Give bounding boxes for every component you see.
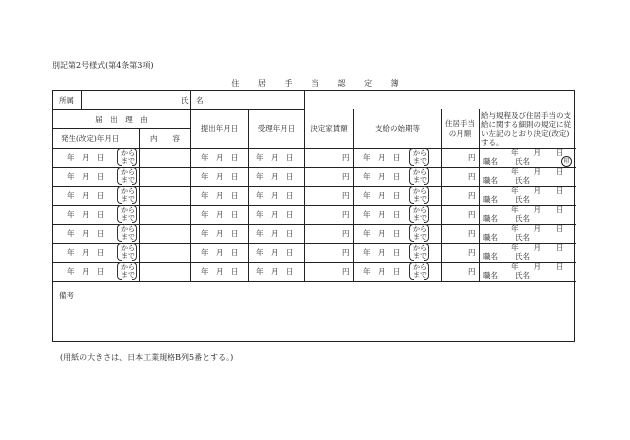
from-until <box>413 187 427 203</box>
table-row <box>53 262 576 281</box>
payment-start-date: 年 月 日 <box>363 191 401 200</box>
name-label: 氏 名 <box>181 96 204 105</box>
remarks-label: 備考 <box>59 291 74 300</box>
submission-date: 年 月 日 <box>201 210 239 219</box>
occurrence-date: 年 月 日 <box>67 229 105 238</box>
payment-start-date: 年 月 日 <box>363 153 401 162</box>
submission-date: 年 月 日 <box>201 267 239 276</box>
until-text: まで <box>413 252 427 260</box>
determined-rent-label: 決定家賃額 <box>310 124 348 133</box>
table-row <box>53 148 576 167</box>
position-label: 職名 <box>483 271 498 280</box>
person-label: 氏名 <box>515 214 530 223</box>
from-until <box>121 244 135 260</box>
allowance-yen: 円 <box>468 229 476 238</box>
person-label: 氏名 <box>515 271 530 280</box>
table-row <box>53 205 576 224</box>
from-until <box>413 168 427 184</box>
from-until <box>413 263 427 279</box>
cell-divider <box>139 205 140 224</box>
column-divider <box>190 91 191 281</box>
column-divider <box>248 109 249 281</box>
allowance-yen: 円 <box>468 172 476 181</box>
cell-divider <box>139 186 140 205</box>
row-divider <box>53 148 576 149</box>
rent-yen: 円 <box>342 267 350 276</box>
allowance-register-form <box>52 90 575 342</box>
rent-yen: 円 <box>342 229 350 238</box>
position-label: 職名 <box>483 157 498 166</box>
occurrence-date: 年 月 日 <box>67 267 105 276</box>
decision-date: 年 月 日 <box>511 167 564 176</box>
from-until <box>121 168 135 184</box>
header-divider <box>53 109 304 110</box>
payment-start-date: 年 月 日 <box>363 267 401 276</box>
allowance-yen: 円 <box>468 248 476 257</box>
table-row <box>53 186 576 205</box>
cell-divider <box>139 243 140 262</box>
person-label: 氏名 <box>515 252 530 261</box>
submission-date: 年 月 日 <box>201 153 239 162</box>
until-text: まで <box>121 233 135 241</box>
affiliation-label: 所属 <box>59 96 74 105</box>
decision-date: 年 月 日 <box>511 224 564 233</box>
receipt-date: 年 月 日 <box>256 267 294 276</box>
seal-mark: 印 <box>561 156 572 167</box>
until-text: まで <box>121 271 135 279</box>
column-divider <box>441 109 442 281</box>
position-label: 職名 <box>483 195 498 204</box>
from-until <box>413 206 427 222</box>
from-text: から <box>121 244 135 252</box>
until-text: まで <box>413 195 427 203</box>
from-until <box>121 187 135 203</box>
submission-date: 年 月 日 <box>201 172 239 181</box>
until-text: まで <box>413 233 427 241</box>
from-until <box>121 149 135 165</box>
document-title: 住 居 手 当 認 定 簿 <box>231 79 399 88</box>
payment-start-date: 年 月 日 <box>363 210 401 219</box>
paper-size-note: (用紙の大きさは、日本工業規格B列5番とする。) <box>60 353 234 362</box>
until-text: まで <box>121 214 135 222</box>
position-label: 職名 <box>483 252 498 261</box>
until-text: まで <box>121 157 135 165</box>
table-row <box>53 224 576 243</box>
column-divider <box>304 91 305 281</box>
column-divider <box>353 109 354 281</box>
receipt-date: 年 月 日 <box>256 229 294 238</box>
allowance-yen: 円 <box>468 153 476 162</box>
rent-yen: 円 <box>342 191 350 200</box>
from-until <box>121 206 135 222</box>
person-label: 氏名 <box>515 157 530 166</box>
reason-label: 届 出 理 由 <box>95 115 148 124</box>
from-until <box>121 263 135 279</box>
submission-date: 年 月 日 <box>201 248 239 257</box>
header-divider <box>53 128 190 129</box>
from-text: から <box>413 168 427 176</box>
cell-divider <box>139 224 140 243</box>
receipt-date: 年 月 日 <box>256 191 294 200</box>
rent-yen: 円 <box>342 248 350 257</box>
position-label: 職名 <box>483 176 498 185</box>
until-text: まで <box>121 176 135 184</box>
affiliation-divider <box>81 91 82 109</box>
until-text: まで <box>413 176 427 184</box>
cell-divider <box>139 167 140 186</box>
table-row <box>53 167 576 186</box>
form-reference: 別記第2号様式(第4条第3項) <box>52 61 154 70</box>
decision-note: 給与規程及び住居手当の支給に関する細則の規定に従い左記のとおり決定(改定)する。 <box>481 111 571 147</box>
person-label: 氏名 <box>515 233 530 242</box>
decision-date: 年 月 日 <box>511 205 564 214</box>
from-text: から <box>121 225 135 233</box>
from-text: から <box>121 206 135 214</box>
from-until <box>413 244 427 260</box>
decision-date: 年 月 日 <box>511 148 564 157</box>
allowance-yen: 円 <box>468 210 476 219</box>
rent-yen: 円 <box>342 172 350 181</box>
payment-start-date: 年 月 日 <box>363 172 401 181</box>
decision-date: 年 月 日 <box>511 243 564 252</box>
occurrence-date-label: 発生(改定)年月日 <box>61 134 120 143</box>
rent-yen: 円 <box>342 153 350 162</box>
payment-period-label: 支給の始期等 <box>375 124 420 133</box>
from-text: から <box>413 263 427 271</box>
from-text: から <box>413 206 427 214</box>
from-text: から <box>121 168 135 176</box>
payment-start-date: 年 月 日 <box>363 229 401 238</box>
decision-date: 年 月 日 <box>511 186 564 195</box>
occurrence-date: 年 月 日 <box>67 172 105 181</box>
position-label: 職名 <box>483 214 498 223</box>
from-text: から <box>413 187 427 195</box>
decision-date: 年 月 日 <box>511 262 564 271</box>
person-label: 氏名 <box>515 176 530 185</box>
content-divider <box>139 128 140 148</box>
payment-start-date: 年 月 日 <box>363 248 401 257</box>
occurrence-date: 年 月 日 <box>67 191 105 200</box>
from-text: から <box>121 187 135 195</box>
content-label: 内 容 <box>150 134 180 143</box>
receipt-date: 年 月 日 <box>256 248 294 257</box>
receipt-date: 年 月 日 <box>256 172 294 181</box>
from-until <box>121 225 135 241</box>
from-until <box>413 149 427 165</box>
occurrence-date: 年 月 日 <box>67 210 105 219</box>
submission-date: 年 月 日 <box>201 191 239 200</box>
allowance-yen: 円 <box>468 267 476 276</box>
from-text: から <box>413 149 427 157</box>
column-divider <box>479 109 480 281</box>
cell-divider <box>139 262 140 281</box>
person-label: 氏名 <box>515 195 530 204</box>
allowance-amount-label: 住居手当の月額 <box>445 119 475 138</box>
until-text: まで <box>121 195 135 203</box>
submission-date: 年 月 日 <box>201 229 239 238</box>
allowance-yen: 円 <box>468 191 476 200</box>
from-text: から <box>121 149 135 157</box>
submission-date-label: 提出年月日 <box>200 124 239 133</box>
until-text: まで <box>413 157 427 165</box>
from-text: から <box>121 263 135 271</box>
until-text: まで <box>413 271 427 279</box>
occurrence-date: 年 月 日 <box>67 248 105 257</box>
receipt-date-label: 受理年月日 <box>257 124 296 133</box>
position-label: 職名 <box>483 233 498 242</box>
table-row <box>53 243 576 262</box>
cell-divider <box>139 148 140 167</box>
until-text: まで <box>121 252 135 260</box>
row-divider <box>53 281 576 282</box>
from-text: から <box>413 225 427 233</box>
occurrence-date: 年 月 日 <box>67 153 105 162</box>
receipt-date: 年 月 日 <box>256 210 294 219</box>
from-until <box>413 225 427 241</box>
until-text: まで <box>413 214 427 222</box>
from-text: から <box>413 244 427 252</box>
receipt-date: 年 月 日 <box>256 153 294 162</box>
rent-yen: 円 <box>342 210 350 219</box>
